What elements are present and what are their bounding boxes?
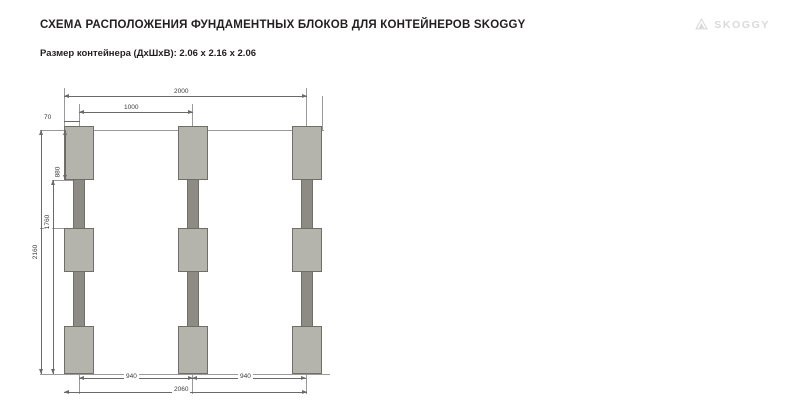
dim-arrow-left-2160-top — [39, 130, 43, 135]
dim-label-bottom-940-left: 940 — [126, 373, 137, 380]
ext-line-h-bottom — [40, 374, 330, 375]
beam-col1-upper — [73, 180, 85, 228]
dim-arrow-top-1000-right — [188, 110, 193, 114]
dim-line-left-1760 — [53, 180, 54, 374]
block-row1-col1 — [64, 126, 94, 180]
block-row3-col2 — [178, 326, 208, 374]
dim-label-top-2000: 2000 — [174, 88, 189, 95]
dim-line-top-2000 — [64, 96, 307, 97]
dim-label-bottom-940-right: 940 — [240, 373, 251, 380]
block-row2-col2 — [178, 228, 208, 272]
dim-arrow-bottom-940-right-start — [192, 376, 197, 380]
dim-arrow-left-2160-bottom — [39, 369, 43, 374]
dim-line-left-2160 — [41, 130, 42, 374]
beam-col2-upper — [187, 180, 199, 228]
dim-arrow-left-880-top — [63, 130, 67, 135]
block-row1-col2 — [178, 126, 208, 180]
beam-col1-lower — [73, 272, 85, 326]
dim-arrow-left-1760-bottom — [51, 369, 55, 374]
page-subtitle: Размер контейнера (ДхШхВ): 2.06 x 2.16 x 2.06 — [40, 48, 257, 59]
dim-label-left-2160: 2160 — [32, 244, 40, 260]
dim-line-top-70 — [64, 121, 80, 122]
brand-name: SKOGGY — [714, 18, 770, 31]
dim-label-bottom-2060: 2060 — [174, 386, 189, 393]
dim-label-top-1000: 1000 — [124, 104, 139, 111]
beam-col3-lower — [301, 272, 313, 326]
beam-col3-upper — [301, 180, 313, 228]
ext-line-v-far-right — [322, 96, 323, 130]
dim-arrow-top-1000-left — [79, 110, 84, 114]
block-row1-col3 — [292, 126, 322, 180]
dim-arrow-bottom-2060-left — [64, 390, 69, 394]
dim-line-left-880 — [65, 130, 66, 180]
dim-arrow-bottom-940-right-end — [301, 376, 306, 380]
beam-col2-lower — [187, 272, 199, 326]
dim-line-top-1000 — [79, 112, 193, 113]
dim-arrow-top-2000-right — [302, 94, 307, 98]
dim-arrow-left-880-bottom — [63, 175, 67, 180]
dim-label-left-1760: 1760 — [44, 214, 52, 230]
dim-arrow-top-2000-left — [64, 94, 69, 98]
dim-arrow-bottom-2060-right — [302, 390, 307, 394]
block-row3-col1 — [64, 326, 94, 374]
dim-arrow-bottom-940-left-start — [79, 376, 84, 380]
page-title: СХЕМА РАСПОЛОЖЕНИЯ ФУНДАМЕНТНЫХ БЛОКОВ ДЛЯ КОНТЕЙНЕРОВ SKOGGY — [40, 19, 526, 31]
block-row2-col3 — [292, 228, 322, 272]
dim-label-top-70: 70 — [44, 114, 52, 121]
dim-arrow-left-1760-top — [51, 180, 55, 185]
block-row3-col3 — [292, 326, 322, 374]
block-row2-col1 — [64, 228, 94, 272]
dim-label-left-880: 880 — [54, 166, 62, 178]
